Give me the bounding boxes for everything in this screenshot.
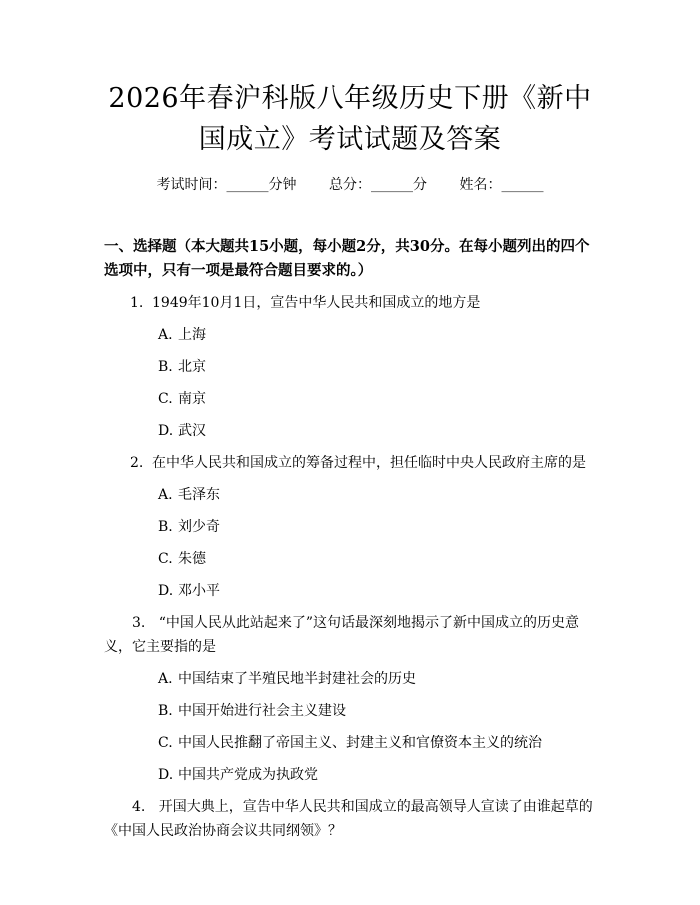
option-text: 武汉 xyxy=(178,423,206,439)
option-text: 中国结束了半殖民地半封建社会的历史 xyxy=(178,671,416,687)
option-2c xyxy=(104,547,596,571)
option-3d xyxy=(104,763,596,787)
question-number: 3. xyxy=(132,615,146,631)
option-text: 北京 xyxy=(178,359,206,375)
exam-meta xyxy=(104,175,596,195)
question-number: 2. xyxy=(130,455,144,471)
option-1b xyxy=(104,355,596,379)
option-3a xyxy=(104,667,596,691)
option-letter: C. xyxy=(158,551,173,567)
option-letter: B. xyxy=(158,519,173,535)
option-2d xyxy=(104,579,596,603)
option-1a xyxy=(104,323,596,347)
option-letter: B. xyxy=(158,703,173,719)
option-1c xyxy=(104,387,596,411)
question-text: 在中华人民共和国成立的筹备过程中，担任临时中央人民政府主席的是 xyxy=(152,455,586,471)
option-3c xyxy=(104,731,596,755)
option-3b xyxy=(104,699,596,723)
option-letter: B. xyxy=(158,359,173,375)
option-letter: C. xyxy=(158,735,173,751)
option-letter: A. xyxy=(158,487,173,503)
option-letter: D. xyxy=(158,583,174,599)
option-letter: C. xyxy=(158,391,173,407)
student-name-field: 姓名：______ xyxy=(459,177,544,193)
option-2a xyxy=(104,483,596,507)
option-text: 中国共产党成为执政党 xyxy=(178,767,318,783)
option-text: 南京 xyxy=(178,391,206,407)
option-2b xyxy=(104,515,596,539)
question-3 xyxy=(104,611,596,659)
option-text: 朱德 xyxy=(178,551,206,567)
option-letter: D. xyxy=(158,767,174,783)
question-2 xyxy=(104,451,596,475)
question-text: “中国人民从此站起来了”这句话最深刻地揭示了新中国成立的历史意义，它主要指的是 xyxy=(104,615,580,655)
section-1-heading: 一、选择题（本大题共15小题，每小题2分，共30分。在每小题列出的四个选项中，只有一项是最符合题目要求的。） xyxy=(104,238,590,279)
option-text: 刘少奇 xyxy=(178,519,220,535)
exam-title: 2026年春沪科版八年级历史下册《新中国成立》考试试题及答案 xyxy=(108,83,592,155)
option-letter: D. xyxy=(158,423,174,439)
option-1d xyxy=(104,419,596,443)
question-1 xyxy=(104,291,596,315)
option-text: 上海 xyxy=(178,327,206,343)
option-letter: A. xyxy=(158,327,173,343)
question-4 xyxy=(104,795,596,843)
option-text: 邓小平 xyxy=(178,583,220,599)
question-number: 4. xyxy=(132,799,146,815)
exam-time-field: 考试时间：______分钟 xyxy=(156,177,297,193)
question-text: 1949年10月1日，宣告中华人民共和国成立的地方是 xyxy=(152,295,481,311)
option-text: 毛泽东 xyxy=(178,487,220,503)
option-letter: A. xyxy=(158,671,173,687)
total-score-field: 总分：______分 xyxy=(329,177,427,193)
question-text: 开国大典上，宣告中华人民共和国成立的最高领导人宣读了由谁起草的《中国人民政治协商会议共同纲领》？ xyxy=(104,799,593,839)
option-text: 中国人民推翻了帝国主义、封建主义和官僚资本主义的统治 xyxy=(178,735,542,751)
option-text: 中国开始进行社会主义建设 xyxy=(178,703,346,719)
question-number: 1. xyxy=(130,295,144,311)
